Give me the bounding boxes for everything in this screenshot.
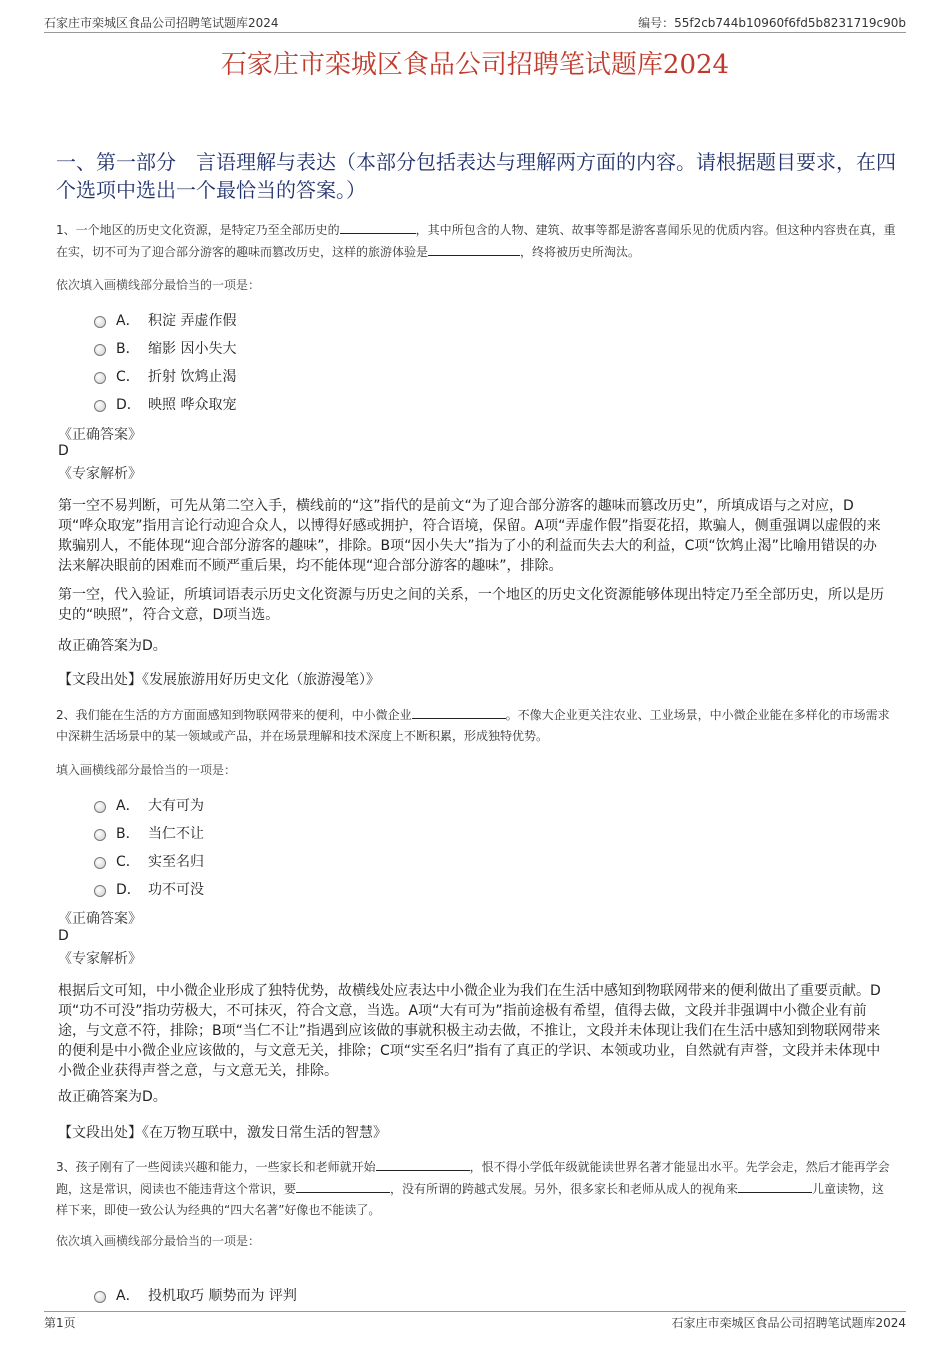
expert-analysis-label: 《专家解析》 bbox=[58, 466, 142, 482]
correct-answer-label: 《正确答案》 bbox=[58, 427, 142, 443]
footer-divider bbox=[44, 1311, 906, 1312]
fill-blank bbox=[738, 1178, 812, 1193]
radio-icon[interactable] bbox=[94, 316, 106, 328]
question-1-text: 1、一个地区的历史文化资源，是特定乃至全部历史的 ，其中所包含的人物、建筑、故事等都是游客喜闻乐见的优质内容。但这种内容贵在真，重在实，切不可为了迎合部分游客的趣味而篡改历史，这样的旅游体验是 ，终将被历史所淘汰。 bbox=[56, 219, 896, 263]
radio-icon[interactable] bbox=[94, 801, 106, 813]
radio-icon[interactable] bbox=[94, 857, 106, 869]
header-divider bbox=[44, 32, 906, 33]
page-title: 石家庄市栾城区食品公司招聘笔试题库2024 bbox=[220, 50, 730, 80]
radio-icon[interactable] bbox=[94, 829, 106, 841]
correct-answer-value: D bbox=[58, 928, 69, 944]
question-2-option-c[interactable]: C． 实至名归 bbox=[94, 851, 204, 871]
page-number: 第1页 bbox=[44, 1316, 76, 1330]
question-1-option-d[interactable]: D． 映照 哗众取宠 bbox=[94, 394, 236, 414]
question-2-prompt: 填入画横线部分最恰当的一项是： bbox=[56, 763, 237, 777]
header-doc-title: 石家庄市栾城区食品公司招聘笔试题库2024 bbox=[44, 16, 279, 30]
radio-icon[interactable] bbox=[94, 1291, 106, 1303]
radio-icon[interactable] bbox=[94, 400, 106, 412]
radio-icon[interactable] bbox=[94, 372, 106, 384]
question-3-text: 3、孩子刚有了一些阅读兴趣和能力，一些家长和老师就开始 ，恨不得小学低年级就能读世界名著才能显出水平。先学会走，然后才能再学会跑，这是常识，阅读也不能违背这个常识，要 ，没有所谓的跨越式发展。另外，很多家长和老师从成人的视角来 儿童读物，这样下来，即使一致公认为经典的“四大名著”好像也不能读了。 bbox=[56, 1156, 896, 1221]
question-3-prompt: 依次填入画横线部分最恰当的一项是： bbox=[56, 1234, 261, 1248]
fill-blank bbox=[376, 1156, 470, 1171]
correct-answer-label: 《正确答案》 bbox=[58, 911, 142, 927]
question-1-option-c[interactable]: C． 折射 饮鸩止渴 bbox=[94, 366, 236, 386]
question-3-option-a[interactable]: A． 投机取巧 顺势而为 评判 bbox=[94, 1285, 297, 1305]
question-1-option-b[interactable]: B． 缩影 因小失大 bbox=[94, 338, 236, 358]
fill-blank bbox=[340, 219, 416, 234]
header-doc-id: 编号：55f2cb744b10960f6fd5b8231719c90b bbox=[638, 16, 906, 30]
analysis-paragraph: 第一空，代入验证，所填词语表示历史文化资源与历史之间的关系，一个地区的历史文化资源能够体现出特定乃至全部历史，所以是历史的“映照”，符合文意，D项当选。 bbox=[58, 587, 884, 623]
source-line: 【文段出处】《在万物互联中，激发日常生活的智慧》 bbox=[58, 1125, 387, 1141]
expert-analysis-label: 《专家解析》 bbox=[58, 951, 142, 967]
question-2-option-d[interactable]: D． 功不可没 bbox=[94, 879, 204, 899]
analysis-conclusion: 故正确答案为D。 bbox=[58, 638, 167, 654]
radio-icon[interactable] bbox=[94, 885, 106, 897]
fill-blank bbox=[428, 241, 520, 256]
fill-blank bbox=[412, 704, 506, 719]
analysis-paragraph: 根据后文可知，中小微企业形成了独特优势，故横线处应表达中小微企业为我们在生活中感知到物联网带来的便利做出了重要贡献。D项“功不可没”指功劳极大，不可抹灭，符合文意，当选。A项“大有可为”指前途极有希望，值得去做，文段并非强调中小微企业有前途，与文意不符，排除；B项“当仁不让”指遇到应该做的事就积极主动去做，不推让，文段并未体现让我们在生活中感知到物联网带来的便利是中小微企业应该做的，与文意无关，排除；C项“实至名归”指有了真正的学识、本领或功业，自然就有声誉，文段并未体现中小微企业获得声誉之意，与文意无关，排除。 bbox=[58, 983, 881, 1079]
radio-icon[interactable] bbox=[94, 344, 106, 356]
footer-doc-title: 石家庄市栾城区食品公司招聘笔试题库2024 bbox=[671, 1316, 906, 1330]
question-2-text: 2、我们能在生活的方方面面感知到物联网带来的便利，中小微企业 。不像大企业更关注农业、工业场景，中小微企业能在多样化的市场需求中深耕生活场景中的某一领域或产品，并在场景理解和技术深度上不断积累，形成独特优势。 bbox=[56, 704, 896, 747]
source-line: 【文段出处】《发展旅游用好历史文化（旅游漫笔）》 bbox=[58, 672, 380, 688]
analysis-conclusion: 故正确答案为D。 bbox=[58, 1089, 167, 1105]
fill-blank bbox=[296, 1178, 390, 1193]
question-2-option-a[interactable]: A． 大有可为 bbox=[94, 795, 204, 815]
analysis-paragraph: 第一空不易判断，可先从第二空入手，横线前的“这”指代的是前文“为了迎合部分游客的趣味而篡改历史”，所填成语与之对应，D项“哗众取宠”指用言论行动迎合众人，以博得好感或拥护，符合语境，保留。A项“弄虚作假”指耍花招，欺骗人，侧重强调以虚假的来欺骗别人，不能体现“迎合部分游客的趣味”，排除。B项“因小失大”指为了小的利益而失去大的利益，C项“饮鸩止渴”比喻用错误的办法来解决眼前的困难而不顾严重后果，均不能体现“迎合部分游客的趣味”，排除。 bbox=[58, 498, 881, 574]
question-2-option-b[interactable]: B． 当仁不让 bbox=[94, 823, 204, 843]
section-heading: 一、第一部分 言语理解与表达（本部分包括表达与理解两方面的内容。请根据题目要求，在四个选项中选出一个最恰当的答案。） bbox=[56, 150, 896, 202]
question-1-option-a[interactable]: A． 积淀 弄虚作假 bbox=[94, 310, 236, 330]
question-1-prompt: 依次填入画横线部分最恰当的一项是： bbox=[56, 278, 261, 292]
correct-answer-value: D bbox=[58, 443, 69, 459]
